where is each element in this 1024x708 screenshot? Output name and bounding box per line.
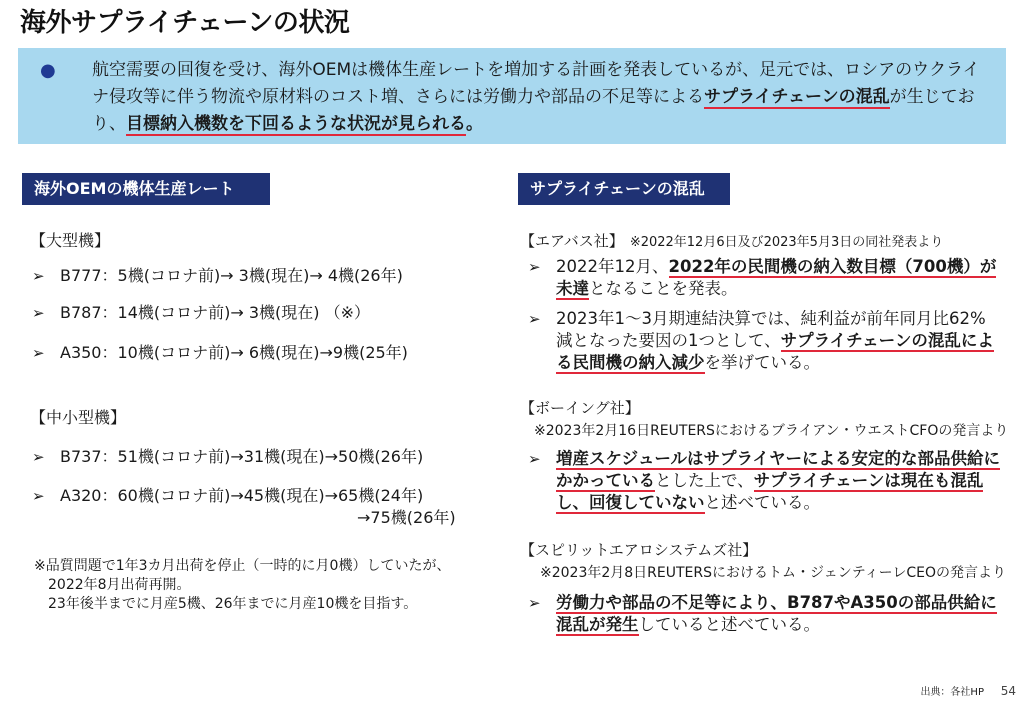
airbus-source: ※2022年12月6日及び2023年5月3日の同社発表より: [629, 235, 944, 250]
arrow-bullet-icon: ➢: [528, 310, 541, 328]
airbus-point-2: ➢ 2023年1～3月期連結決算では、純利益が前年同月比62%減となった要因の1つとして、サプライチェーンの混乱による民間機の納入減少を挙げている。: [528, 309, 994, 372]
spirit-source: ※2023年2月8日REUTERSにおけるトム・ジェンティーレCEOの発言より: [540, 565, 1006, 581]
boeing-point: ➢ 増産スケジュールはサプライヤーによる安定的な部品供給にかかっているとした上で、サプライチェーンは現在も混乱し、回復していないと述べている。: [528, 449, 1001, 512]
large-aircraft-heading: 【大型機】: [30, 231, 111, 250]
section-tag-production-rate: 海外OEMの機体生産レート: [22, 173, 270, 205]
note-line: ※品質問題で1年3カ月出荷を停止（一時的に月0機）していたが、: [34, 558, 451, 574]
summary-box: [18, 48, 1006, 144]
list-item: ➢ B787：14機(コロナ前)→ 3機(現在) （※）: [32, 303, 371, 322]
list-item: ➢ A350：10機(コロナ前)→ 6機(現在)→9機(25年): [32, 343, 408, 362]
list-item: ➢ B737：51機(コロナ前)→31機(現在)→50機(26年): [32, 447, 424, 466]
arrow-bullet-icon: ➢: [32, 448, 45, 466]
airbus-point-1: ➢ 2022年12月、2022年の民間機の納入数目標（700機）が未達となることを発表。: [528, 257, 997, 298]
arrow-bullet-icon: ➢: [528, 450, 541, 468]
airbus-heading: 【エアバス社】 ※2022年12月6日及び2023年5月3日の同社発表より: [520, 232, 944, 250]
arrow-bullet-icon: ➢: [528, 594, 541, 612]
page-title: 海外サプライチェーンの状況: [20, 8, 350, 38]
spirit-point: ➢ 労働力や部品の不足等により、B787やA350の部品供給に混乱が発生していると述べている。: [528, 593, 997, 634]
list-item: ➢ A320：60機(コロナ前)→45機(現在)→65機(24年): [32, 486, 424, 505]
note-line: 23年後半までに月産5機、26年までに月産10機を目指す。: [48, 596, 418, 612]
arrow-bullet-icon: ➢: [528, 258, 541, 276]
arrow-bullet-icon: ➢: [32, 487, 45, 505]
spirit-heading: 【スピリットエアロシステムズ社】: [520, 541, 758, 559]
list-item: ➢ B777：5機(コロナ前)→ 3機(現在)→ 4機(26年): [32, 266, 403, 285]
section-tag-supply-chain: サプライチェーンの混乱: [518, 173, 730, 205]
list-item-continuation: →75機(26年): [357, 508, 456, 527]
footer-source: 出典：各社HP: [920, 687, 984, 698]
summary-text: 航空需要の回復を受け、海外OEMは機体生産レートを増加する計画を発表しているが、足元では、ロシアのウクライナ侵攻等に伴う物流や原材料のコスト増、さらには労働力や部品の不足等によるサプライチェーンの混乱が生じており、目標納入機数を下回るような状況が見られる。: [92, 60, 980, 134]
page-number: 54: [1000, 684, 1016, 698]
arrow-bullet-icon: ➢: [32, 304, 45, 322]
boeing-source: ※2023年2月16日REUTERSにおけるブライアン・ウエストCFOの発言より: [534, 423, 1009, 439]
arrow-bullet-icon: ➢: [32, 344, 45, 362]
note-line: 2022年8月出荷再開。: [48, 577, 191, 593]
boeing-heading: 【ボーイング社】: [520, 399, 640, 417]
arrow-bullet-icon: ➢: [32, 267, 45, 285]
small-aircraft-heading: 【中小型機】: [30, 408, 127, 427]
bullet-icon: ●: [40, 60, 56, 81]
